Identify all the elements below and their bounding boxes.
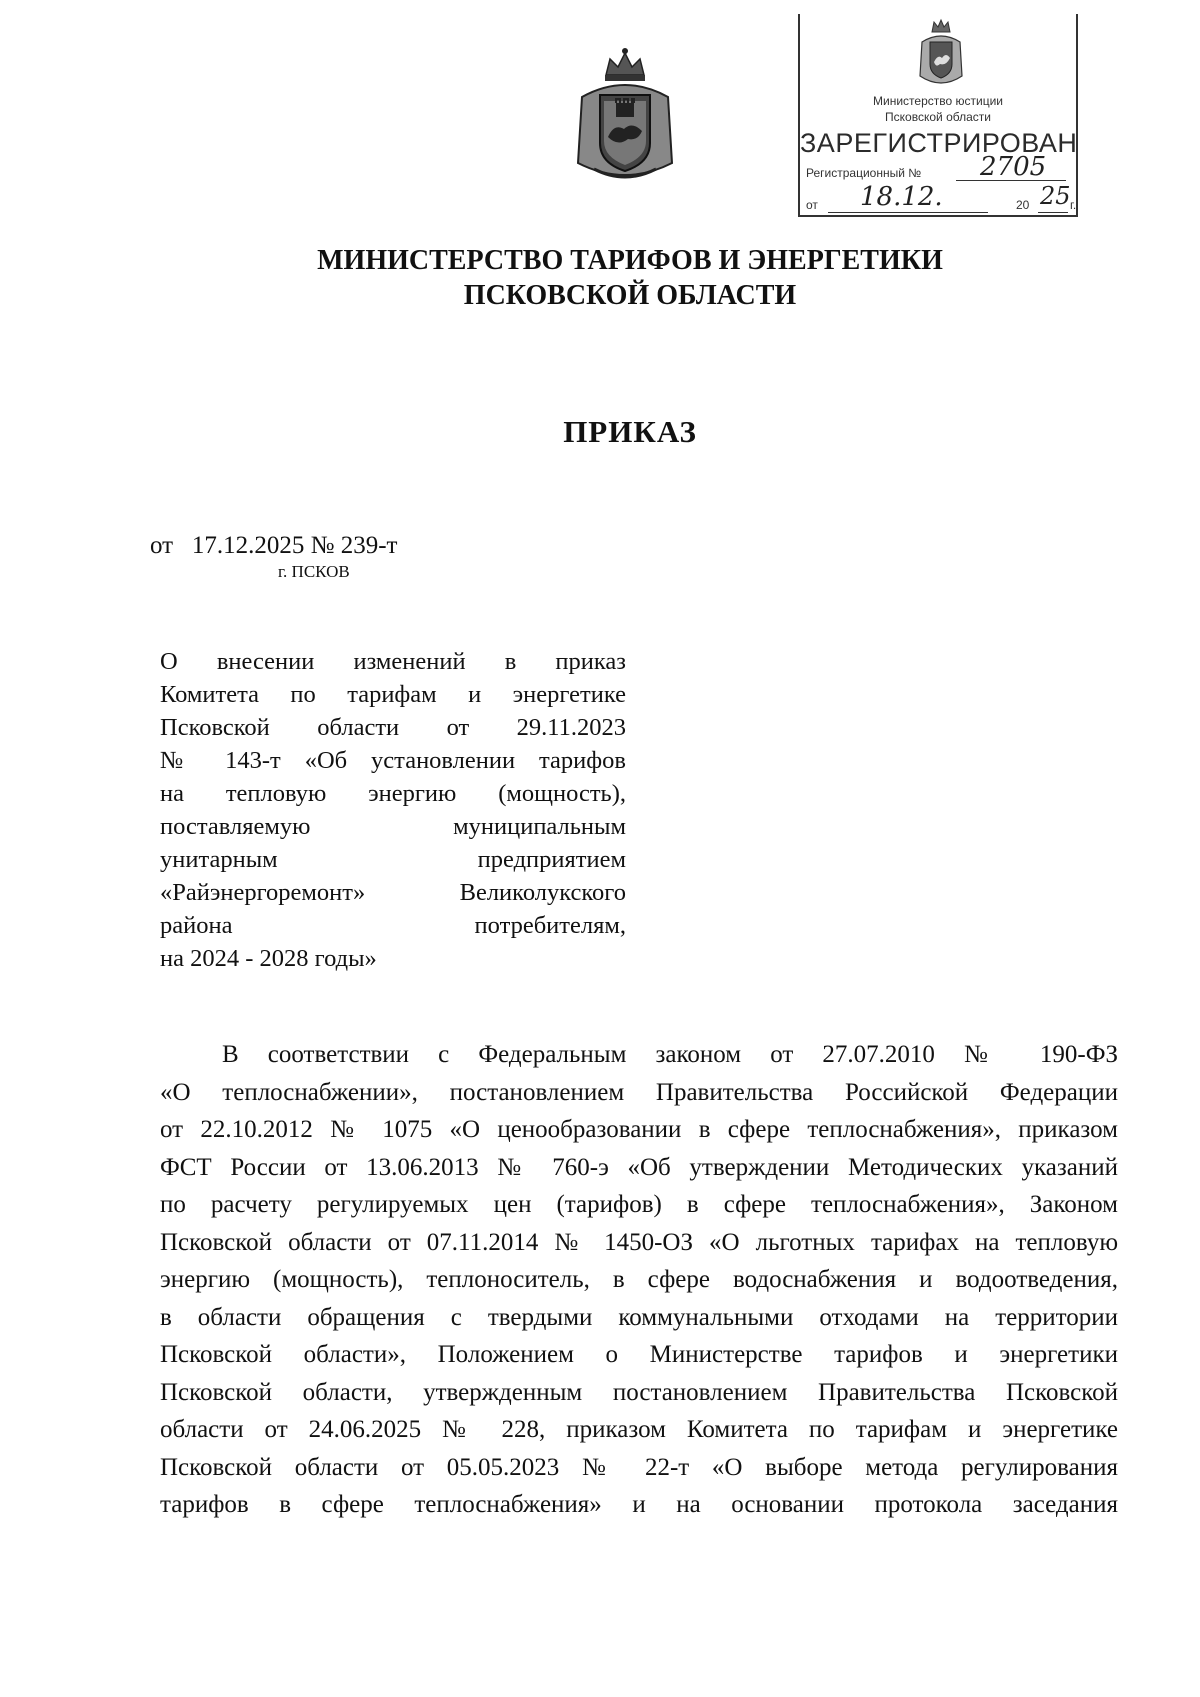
stamp-year-suffix: 25: [1040, 182, 1071, 210]
body-line: Псковской области от 05.05.2023 № 22-т «О выборе метода регулирования: [160, 1453, 1118, 1481]
subject-line: Комитета по тарифам и энергетике: [160, 681, 626, 708]
subject-line: № 143-т «Об установлении тарифов: [160, 747, 626, 774]
body-line: области от 24.06.2025 № 228, приказом Комитета по тарифам и энергетике: [160, 1416, 1118, 1443]
ministry-title-line1: МИНИСТЕРСТВО ТАРИФОВ И ЭНЕРГЕТИКИ: [317, 245, 943, 276]
stamp-date-label: от: [806, 198, 818, 212]
body-line: «О теплоснабжении», постановлением Правительства Российской Федерации: [160, 1078, 1118, 1106]
stamp-status: ЗАРЕГИСТРИРОВАН: [800, 128, 1078, 158]
stamp-date-underline: [828, 212, 988, 213]
subject-line: унитарным предприятием: [160, 846, 626, 873]
body-line: в области обращения с твердыми коммунальными отходами на территории: [160, 1303, 1118, 1331]
subject-line: на 2024 - 2028 годы»: [160, 945, 377, 972]
subject-line: поставляемую муниципальным: [160, 813, 626, 840]
body-line: по расчету регулируемых цен (тарифов) в сфере теплоснабжения», Законом: [160, 1191, 1118, 1218]
body-line: ФСТ России от 13.06.2013 № 760-э «Об утверждении Методических указаний: [160, 1153, 1118, 1181]
body-line: энергию (мощность), теплоноситель, в сфере водоснабжения и водоотведения,: [160, 1266, 1118, 1293]
stamp-year-prefix: 20: [1016, 198, 1030, 212]
document-type-title: ПРИКАЗ: [563, 414, 697, 449]
stamp-year-unit: г.: [1070, 198, 1077, 212]
stamp-year-underline: [1038, 212, 1068, 213]
stamp-coat-of-arms-icon: [916, 18, 966, 92]
body-line: Псковской области», Положением о Министерстве тарифов и энергетики: [160, 1341, 1118, 1368]
stamp-reg-label: Регистрационный №: [806, 166, 922, 180]
stamp-date-value: 18.12.: [860, 182, 943, 212]
body-line: от 22.10.2012 № 1075 «О ценообразовании в сфере теплоснабжения», приказом: [160, 1116, 1118, 1143]
body-line: Псковской области от 07.11.2014 № 1450-ОЗ «О льготных тарифах на тепловую: [160, 1228, 1118, 1256]
body-line: В соответствии с Федеральным законом от 27.07.2010 № 190-ФЗ: [222, 1041, 1118, 1068]
coat-of-arms-emblem: [572, 45, 678, 187]
body-line: тарифов в сфере теплоснабжения» и на основании протокола заседания: [160, 1491, 1118, 1518]
stamp-ministry-label: Министерство юстиции: [873, 94, 1003, 108]
order-city: г. ПСКОВ: [278, 562, 350, 581]
subject-line: Псковской области от 29.11.2023: [160, 714, 626, 741]
subject-line: района потребителям,: [160, 912, 626, 939]
order-body-paragraph: [160, 1036, 1118, 1524]
stamp-reg-number: 2705: [980, 152, 1047, 182]
subject-line: О внесении изменений в приказ: [160, 648, 626, 675]
subject-line: на тепловую энергию (мощность),: [160, 780, 626, 807]
stamp-region-label: Псковской области: [885, 110, 991, 124]
registration-stamp: [798, 14, 1078, 217]
order-subject: [160, 645, 626, 975]
body-line: Псковской области, утвержденным постановлением Правительства Псковской: [160, 1378, 1118, 1406]
order-date-number: от 17.12.2025 № 239-т: [150, 532, 398, 559]
subject-line: «Райэнергоремонт» Великолукского: [160, 879, 626, 906]
ministry-title-line2: ПСКОВСКОЙ ОБЛАСТИ: [463, 280, 797, 311]
stamp-reg-row: [806, 166, 921, 180]
